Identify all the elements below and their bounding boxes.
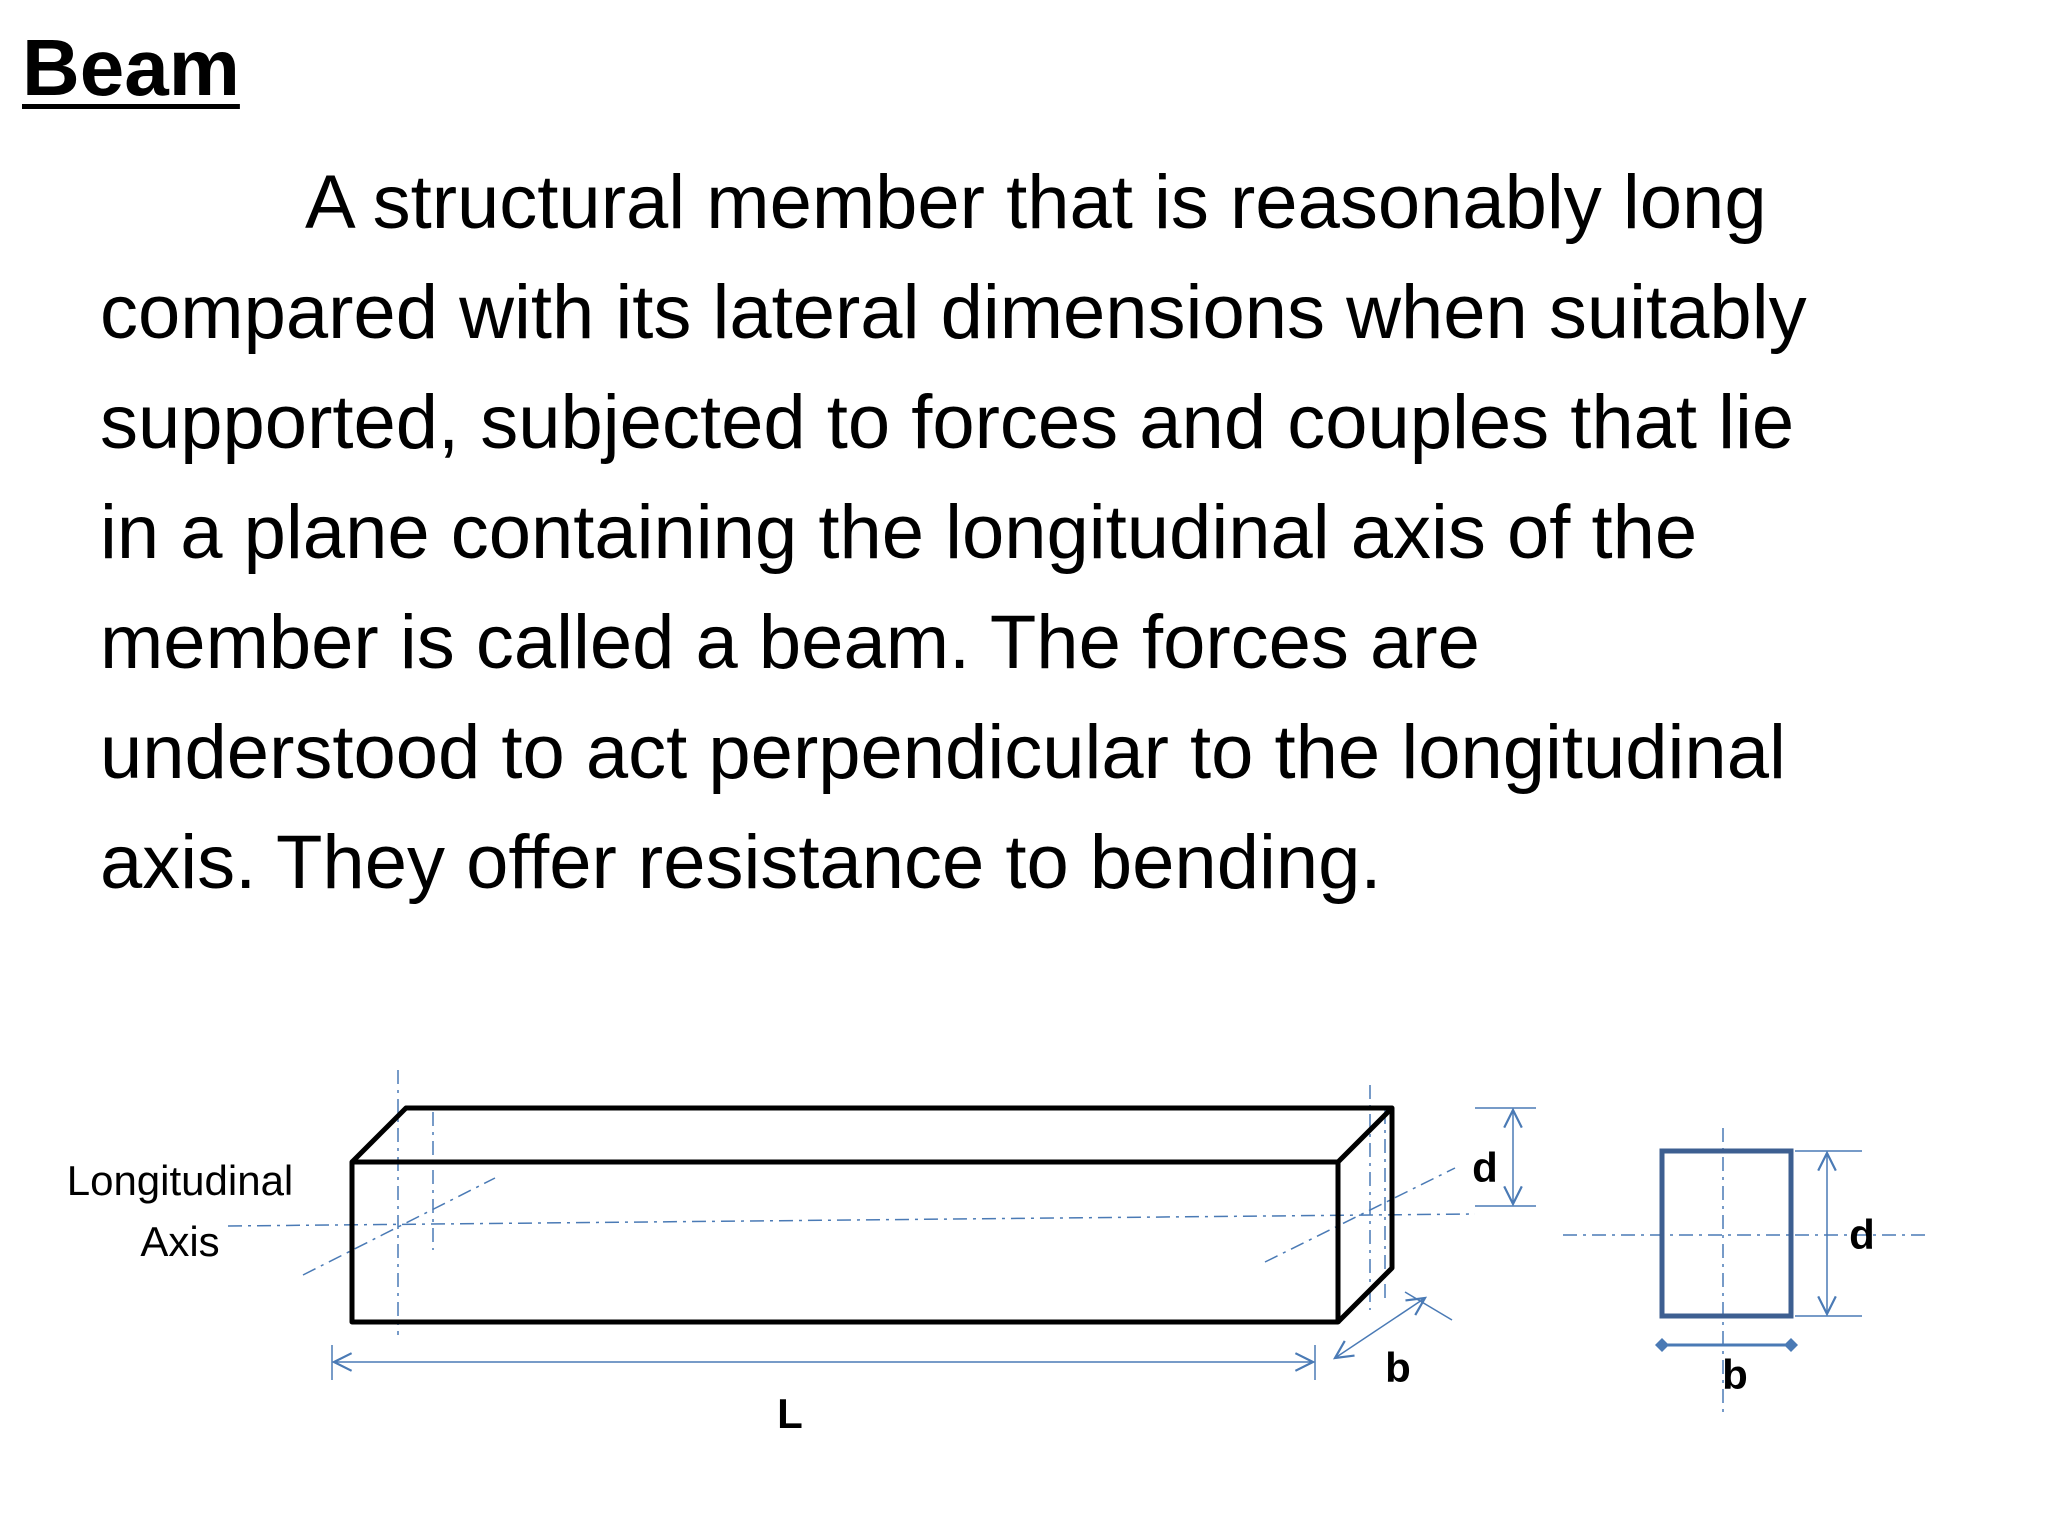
beam-front-face: [352, 1162, 1338, 1322]
section-depth-label: d: [1849, 1211, 1875, 1258]
paragraph-line-1: A structural member that is reasonably long: [305, 160, 1767, 245]
slide-title: Beam: [22, 23, 240, 112]
width-arrow: [1335, 1298, 1425, 1358]
axis-label-line2: Axis: [140, 1218, 220, 1265]
depth-centerline-left: [303, 1178, 495, 1275]
paragraph-line-2: compared with its lateral dimensions when suitably: [100, 270, 1807, 355]
axis-label-line1: Longitudinal: [66, 1157, 294, 1204]
beam-body: [352, 1108, 1392, 1322]
section-rectangle: [1662, 1151, 1791, 1316]
paragraph-line-4: in a plane containing the longitudinal axis of the: [100, 490, 1698, 575]
longitudinal-axis-line: [228, 1214, 1475, 1226]
section-width-label: b: [1722, 1351, 1748, 1398]
paragraph-line-7: axis. They offer resistance to bending.: [100, 820, 1382, 905]
paragraph-line-3: supported, subjected to forces and couples that lie: [100, 380, 1795, 465]
length-dimension: [332, 1345, 1315, 1380]
length-label: L: [777, 1390, 803, 1437]
width-label: b: [1385, 1344, 1411, 1391]
section-width-dimension: [1655, 1338, 1798, 1352]
paragraph-line-6: understood to act perpendicular to the longitudinal: [100, 710, 1786, 795]
beam-top-face: [352, 1108, 1392, 1162]
depth-label: d: [1472, 1144, 1498, 1191]
paragraph-line-5: member is called a beam. The forces are: [100, 600, 1480, 685]
